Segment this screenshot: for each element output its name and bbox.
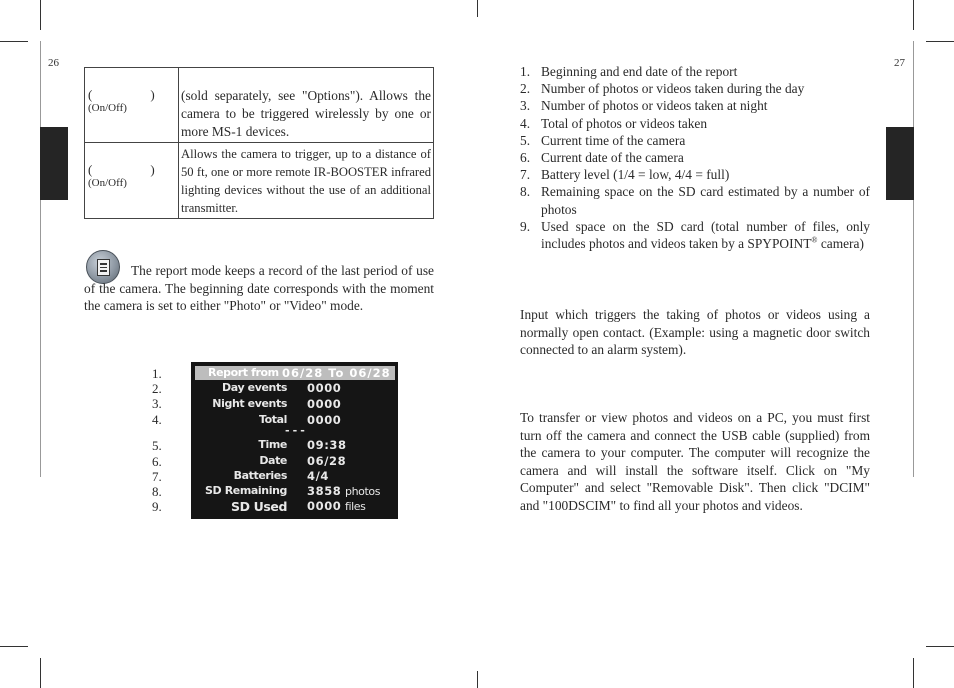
trim-line [40,200,41,477]
report-intro: The report mode keeps a record of the last period of use of the camera. The beginning date corresponds with the moment the camera is set to either "Photo" or "Video" mode. [84,263,434,313]
section-tab-left [40,127,68,200]
batteries-label: Batteries [233,469,287,482]
date-label: Date [259,454,287,467]
time-value: 09:38 [307,438,347,452]
crop-mark [926,646,954,647]
list-item: 3. Number of photos or videos taken at night [520,98,768,114]
crop-mark [913,658,914,688]
crop-mark [0,646,28,647]
night-events-value: 0000 [307,397,342,411]
screenshot-number: 4. [152,412,162,427]
transfer-instructions: To transfer or view photos and videos on a PC, you must first turn off the camera and connect the USB cable (supplied) from the camera to your computer. The computer will recognize the camera and will install the software itself. Click on "My Computer" and select "Removable Disk". Then click "DCIM" and "100DSCIM" to find all your photos and videos. [520,410,870,513]
crop-mark [0,41,28,42]
report-item-list [520,63,870,252]
total-value: 0000 [307,413,342,427]
table-row [85,68,434,143]
trim-line [913,200,914,477]
options-table [84,67,434,219]
crop-mark [926,41,954,42]
input-description: Input which triggers the taking of photos or videos using a normally open contact. (Example: using a magnetic door switch connected to an alarm system). [520,307,870,357]
sd-used-label: SD Used [231,499,287,514]
option-state: (On/Off) [88,177,127,189]
date-value: 06/28 [307,454,347,468]
crop-mark [40,658,41,688]
sd-remaining-label: SD Remaining [205,484,287,497]
sd-remaining-value: 3858 [307,484,342,498]
list-item: 1. Beginning and end date of the report [520,64,738,79]
sd-used-value: 0000 [307,499,342,513]
total-label: Total [258,413,287,426]
screenshot-number: 3. [152,396,162,411]
night-events-label: Night events [212,397,287,410]
screenshot-number: 1. [152,366,162,381]
list-item: 6. Current date of the camera [520,150,684,166]
screenshot-number: 2. [152,381,162,396]
list-item: 7. Battery level (1/4 = low, 4/4 = full) [520,167,730,183]
table-row [85,143,434,219]
screenshot-number: 6. [152,454,162,469]
screenshot-number: 9. [152,499,162,514]
batteries-value: 4/4 [307,469,330,483]
report-from-label: Report from [208,366,279,379]
option-description: Allows the camera to trigger, up to a distance of 50 ft, one or more remote IR-BOOSTER infrared lighting devices without the use of an additional transmitter. [181,147,431,215]
day-events-label: Day events [222,381,287,394]
list-item: 8. Remaining space on the SD card estimated by a number of photos [520,184,870,217]
list-item: 2. Number of photos or videos taken during the day [520,81,805,97]
report-range: 06/28 To 06/28 [282,366,391,380]
time-label: Time [258,438,287,451]
page-number-right: 27 [894,57,905,69]
sd-remaining-unit: photos [345,485,381,498]
screenshot-number: 7. [152,469,162,484]
option-description-cell [179,68,434,143]
option-description-cell [179,143,434,219]
sd-used-unit: files [345,500,366,513]
divider: - - - [285,424,305,437]
crop-mark [477,671,478,688]
camera-report-screen [191,362,398,519]
option-description: (sold separately, see "Options"). Allows the camera to be triggered wirelessly by one or more MS-1 devices. [181,88,431,139]
page-number-left: 26 [48,57,59,69]
crop-mark [913,0,914,30]
list-item: 5. Current time of the camera [520,132,686,148]
screenshot-number: 5. [152,438,162,453]
screenshot-number: 8. [152,484,162,499]
option-label-cell: ( ) (On/Off) [85,143,179,219]
day-events-value: 0000 [307,381,342,395]
list-item: 4. Total of photos or videos taken [520,115,708,131]
trim-line [40,41,41,127]
crop-mark [40,0,41,30]
crop-mark [477,0,478,17]
registered-mark: ® [811,235,818,245]
option-state: (On/Off) [88,102,127,114]
option-label-cell: ( ) (On/Off) [85,68,179,143]
list-item: 9. Used space on the SD card (total number of files, only includes photos and videos taken by a SPYPOINT® camera) [520,218,870,252]
trim-line [913,41,914,127]
section-tab-right [886,127,914,200]
